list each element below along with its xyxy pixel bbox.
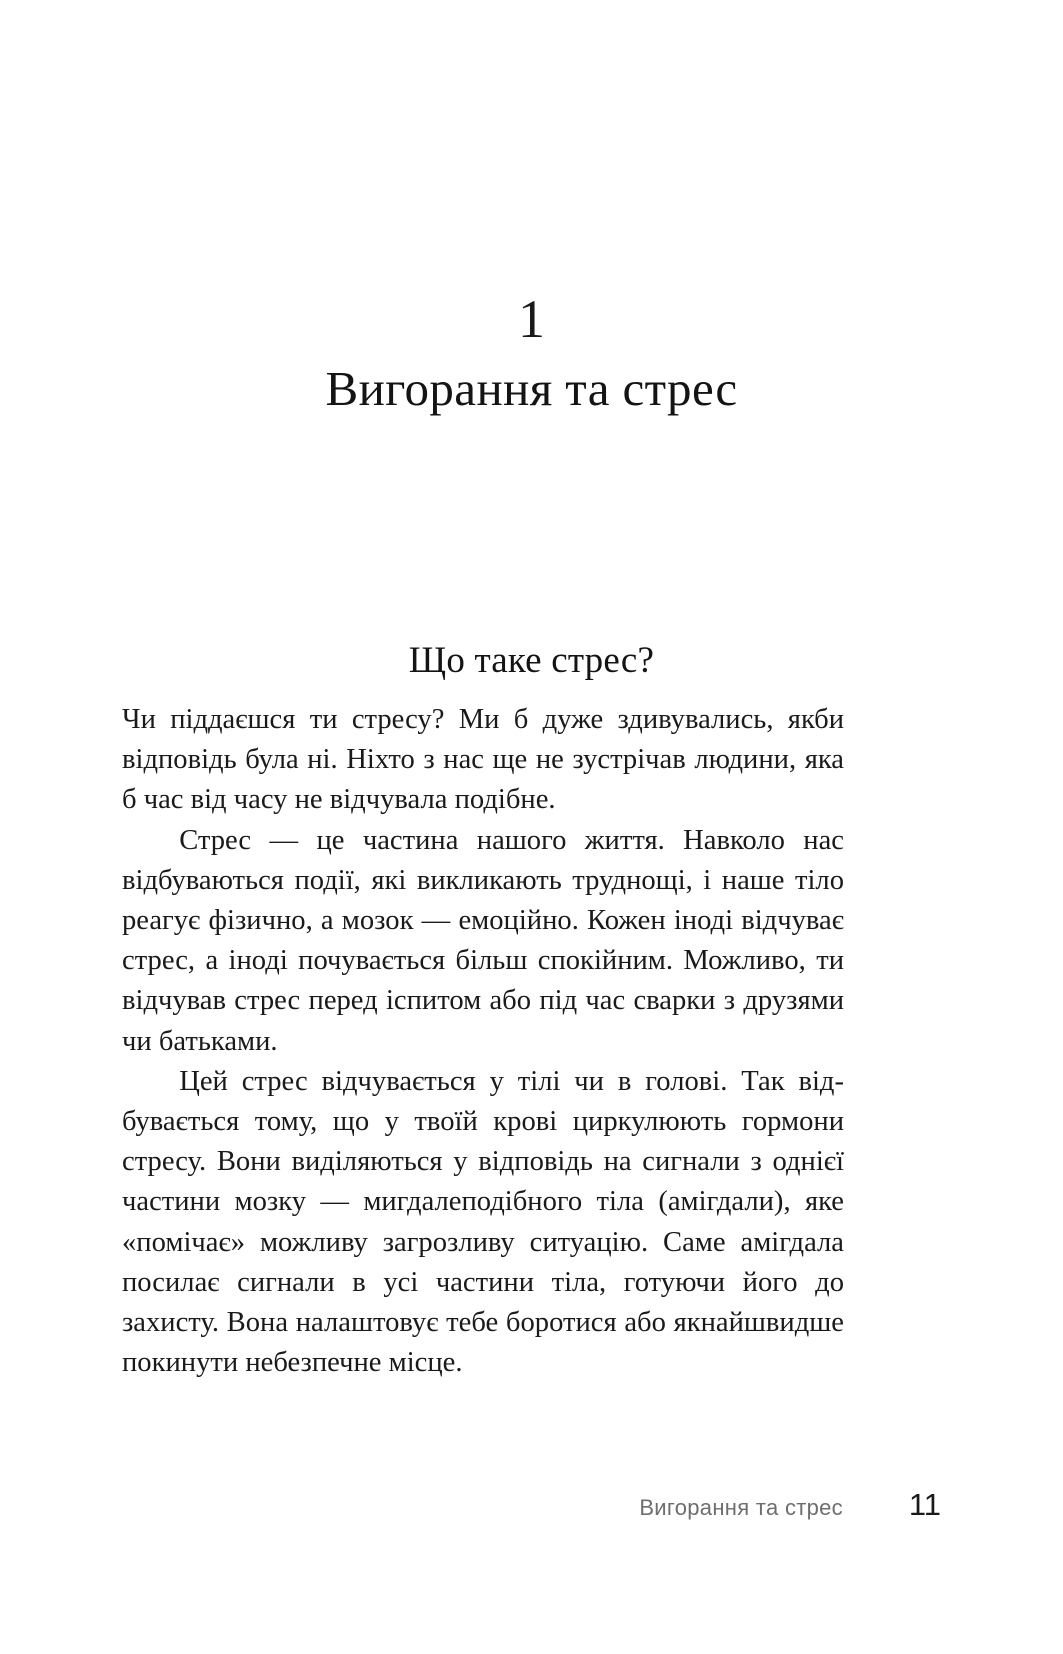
chapter-title: Вигорання та стрес bbox=[325, 361, 738, 416]
paragraph: Чи піддаєшся ти стресу? Ми б дуже здивувались, якби відповідь була ні. Ніхто з нас ще не зустрічав людини, яка б час від часу не відчувала подібне. bbox=[122, 704, 844, 816]
footer-page-number: 11 bbox=[908, 1487, 941, 1522]
chapter-number: 1 bbox=[518, 289, 545, 349]
paragraph: Цей стрес відчувається у тілі чи в голові. Так відбувається тому, що у твоїй крові циркулюють гормони стресу. Вони виділяються у відповідь на сигнали з однієї частини мозку — мигдалеподібного тіла (амігдали), яке «помічає» можливу загрозливу ситуацію. Саме амігдала посилає сигнали в усі частини тіла, готуючи його до захисту. Вона налаштовує тебе боротися або якнайшвидше покинути небезпечне місце. bbox=[122, 1065, 844, 1379]
footer-running-head: Вигорання та стрес bbox=[639, 1495, 843, 1520]
section-heading: Що таке стрес? bbox=[408, 639, 655, 681]
chapter-opener bbox=[0, 289, 1063, 418]
page-footer bbox=[122, 1487, 941, 1523]
paragraph: Стрес — це частина нашого життя. Навколо нас відбуваються події, які викликають труднощі, і наше тіло реагує фізично, а мозок — емоційно. Кожен іноді відчуває стрес, а іноді почувається більш спокійним. Можливо, ти відчував стрес перед іспитом або під час сварки з друзями чи батьками. bbox=[122, 824, 844, 1057]
body-text bbox=[122, 700, 844, 1383]
